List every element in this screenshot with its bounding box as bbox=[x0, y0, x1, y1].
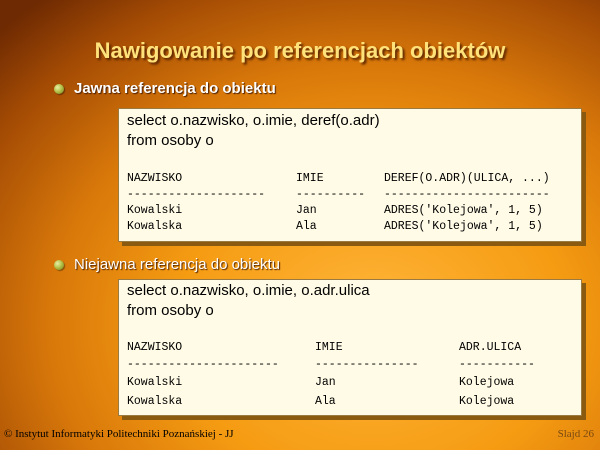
bullet-explicit-reference bbox=[54, 80, 276, 97]
sql-line: from osoby o bbox=[127, 302, 214, 319]
table-cell: Kowalski bbox=[127, 204, 183, 217]
table-cell: Kolejowa bbox=[459, 376, 515, 389]
column-separator: ----------- bbox=[459, 358, 535, 371]
column-separator: --------------- bbox=[315, 358, 419, 371]
sql-line: from osoby o bbox=[127, 132, 214, 149]
column-separator: ------------------------ bbox=[384, 188, 550, 201]
bullet-icon bbox=[54, 84, 64, 94]
table-cell: Kolejowa bbox=[459, 395, 515, 408]
column-header: NAZWISKO bbox=[127, 172, 183, 185]
table-cell: Kowalska bbox=[127, 220, 183, 233]
footer-copyright: © Instytut Informatyki Politechniki Poznańskiej - JJ bbox=[4, 428, 234, 440]
slide-title: Nawigowanie po referencjach obiektów bbox=[94, 38, 506, 63]
column-separator: ---------------------- bbox=[127, 358, 279, 371]
column-header: ADR.ULICA bbox=[459, 341, 522, 354]
table-cell: Kowalski bbox=[127, 376, 183, 389]
table-cell: Jan bbox=[296, 204, 317, 217]
bullet-label: Niejawna referencja do obiektu bbox=[74, 256, 280, 273]
table-cell: Ala bbox=[315, 395, 336, 408]
column-header: DEREF(O.ADR)(ULICA, ...) bbox=[384, 172, 550, 185]
bullet-implicit-reference bbox=[54, 256, 280, 273]
column-header: IMIE bbox=[296, 172, 324, 185]
sql-line: select o.nazwisko, o.imie, deref(o.adr) bbox=[127, 112, 380, 129]
table-cell: ADRES('Kolejowa', 1, 5) bbox=[384, 204, 543, 217]
bullet-icon bbox=[54, 260, 64, 270]
bullet-label: Jawna referencja do obiektu bbox=[74, 80, 276, 97]
column-header: IMIE bbox=[315, 341, 343, 354]
query-box-implicit bbox=[118, 279, 582, 416]
table-cell: ADRES('Kolejowa', 1, 5) bbox=[384, 220, 543, 233]
table-cell: Ala bbox=[296, 220, 317, 233]
column-separator: -------------------- bbox=[127, 188, 266, 201]
table-cell: Jan bbox=[315, 376, 336, 389]
query-box-explicit bbox=[118, 108, 582, 242]
column-header: NAZWISKO bbox=[127, 341, 183, 354]
column-separator: ---------- bbox=[296, 188, 366, 201]
table-cell: Kowalska bbox=[127, 395, 183, 408]
sql-line: select o.nazwisko, o.imie, o.adr.ulica bbox=[127, 282, 370, 299]
slide-number: Slajd 26 bbox=[557, 428, 594, 440]
